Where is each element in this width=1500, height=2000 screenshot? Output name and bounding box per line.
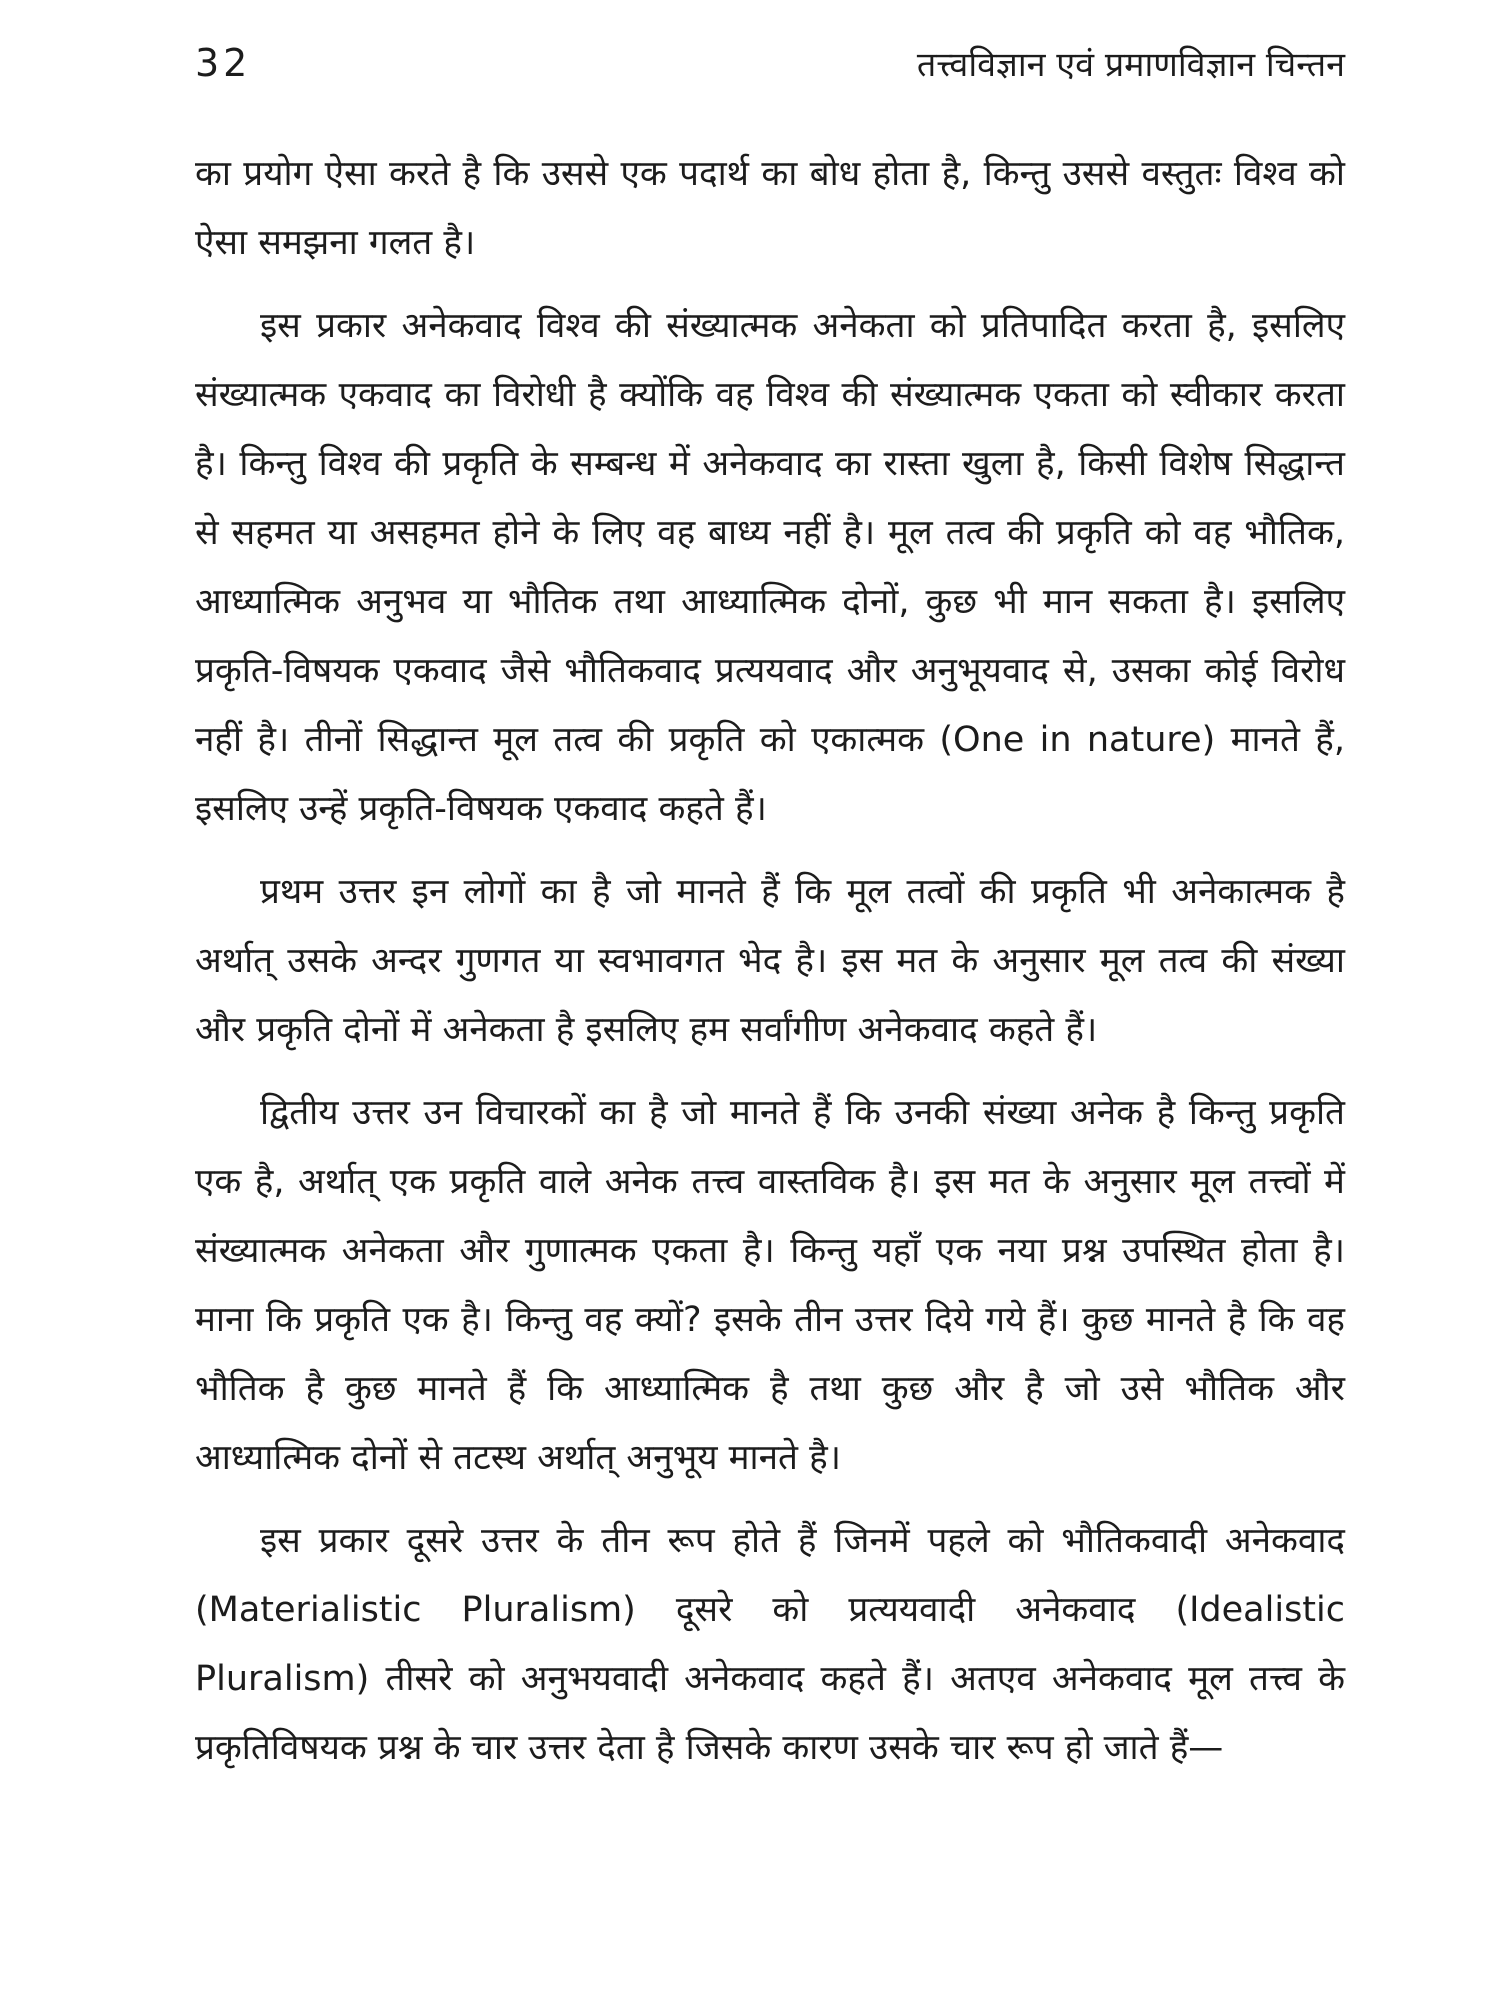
page-body xyxy=(195,140,1345,1797)
running-title: तत्त्वविज्ञान एवं प्रमाणविज्ञान चिन्तन xyxy=(916,45,1345,85)
paragraph-three-forms: इस प्रकार दूसरे उत्तर के तीन रूप होते हैं जिनमें पहले को भौतिकवादी अनेकवाद (Materialistic Pluralism) दूसरे को प्रत्ययवादी अनेकवाद (Idealistic Pluralism) तीसरे को अनुभयवादी अनेकवाद कहते हैं। अतएव अनेकवाद मूल तत्त्व के प्रकृतिविषयक प्रश्न के चार उत्तर देता है जिसके कारण उसके चार रूप हो जाते हैं— xyxy=(195,1521,1345,1768)
paragraph-anekvad-numeric: इस प्रकार अनेकवाद विश्व की संख्यात्मक अनेकता को प्रतिपादित करता है, इसलिए संख्यात्मक एकवाद का विरोधी है क्योंकि वह विश्व की संख्यात्मक एकता को स्वीकार करता है। किन्तु विश्व की प्रकृति के सम्बन्ध में अनेकवाद का रास्ता खुला है, किसी विशेष सिद्धान्त से सहमत या असहमत होने के लिए वह बाध्य नहीं है। मूल तत्व की प्रकृति को वह भौतिक, आध्यात्मिक अनुभव या भौतिक तथा आध्यात्मिक दोनों, कुछ भी मान सकता है। इसलिए प्रकृति-विषयक एकवाद जैसे भौतिकवाद प्रत्ययवाद और अनुभूयवाद से, उसका कोई विरोध नहीं है। तीनों सिद्धान्त मूल तत्व की प्रकृति को एकात्मक (One in nature) मानते हैं, इसलिए उन्हें प्रकृति-विषयक एकवाद कहते हैं। xyxy=(195,306,1345,829)
page-number: 32 xyxy=(195,41,252,85)
paragraph-first-answer: प्रथम उत्तर इन लोगों का है जो मानते हैं कि मूल तत्वों की प्रकृति भी अनेकात्मक है अर्थात् उसके अन्दर गुणगत या स्वभावगत भेद है। इस मत के अनुसार मूल तत्व की संख्या और प्रकृति दोनों में अनेकता है इसलिए हम सर्वांगीण अनेकवाद कहते हैं। xyxy=(195,872,1345,1050)
paragraph-second-answer: द्वितीय उत्तर उन विचारकों का है जो मानते हैं कि उनकी संख्या अनेक है किन्तु प्रकृति एक है, अर्थात् एक प्रकृति वाले अनेक तत्त्व वास्तविक है। इस मत के अनुसार मूल तत्त्वों में संख्यात्मक अनेकता और गुणात्मक एकता है। किन्तु यहाँ एक नया प्रश्न उपस्थित होता है। माना कि प्रकृति एक है। किन्तु वह क्यों? इसके तीन उत्तर दिये गये हैं। कुछ मानते है कि वह भौतिक है कुछ मानते हैं कि आध्यात्मिक है तथा कुछ और है जो उसे भौतिक और आध्यात्मिक दोनों से तटस्थ अर्थात् अनुभूय मानते है। xyxy=(195,1093,1345,1478)
paragraph-continuation: का प्रयोग ऐसा करते है कि उससे एक पदार्थ का बोध होता है, किन्तु उससे वस्तुतः विश्व को ऐसा समझना गलत है। xyxy=(195,154,1345,263)
page-header xyxy=(195,40,1345,110)
